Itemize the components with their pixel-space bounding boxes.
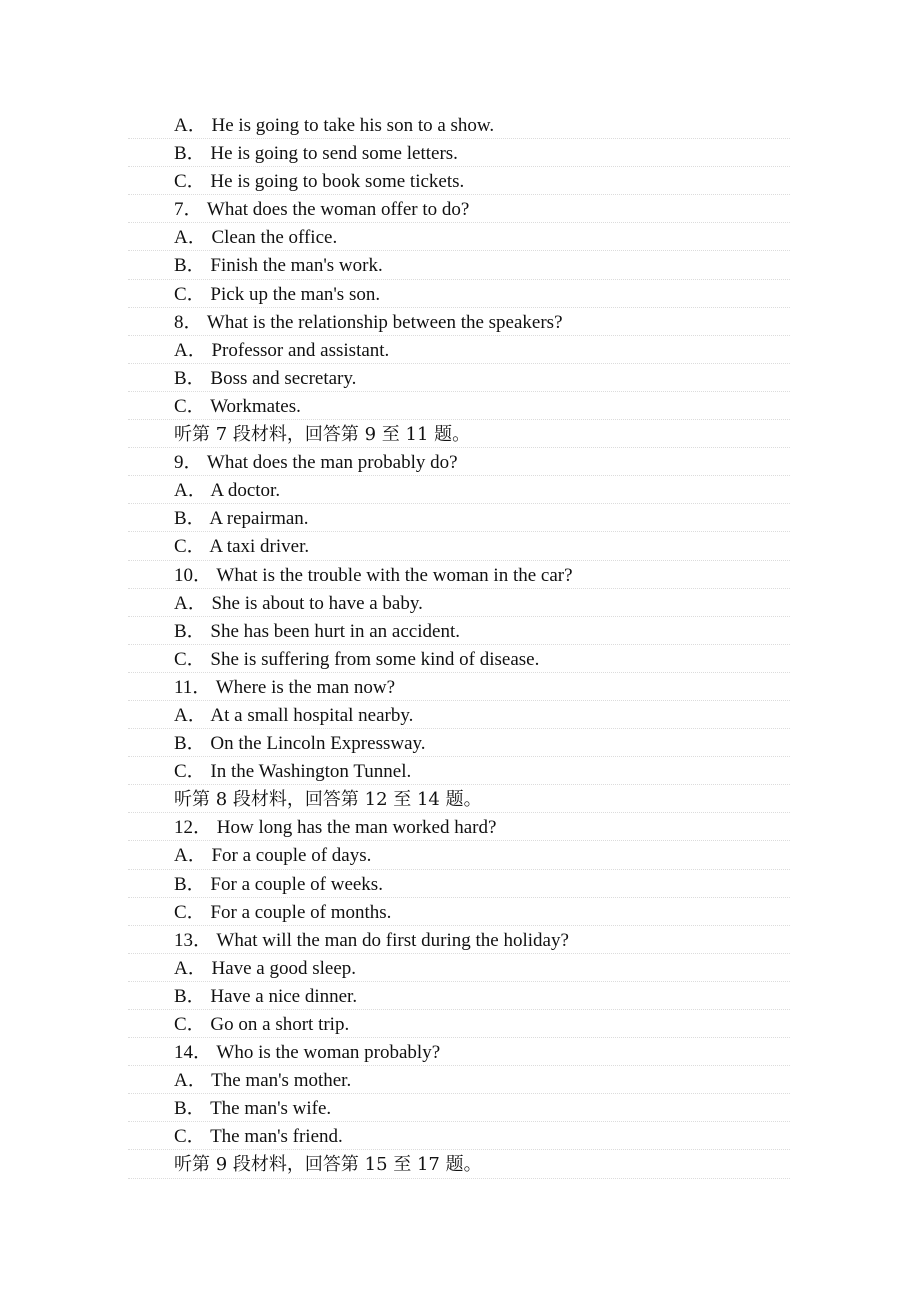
answer-option-row xyxy=(0,1095,920,1123)
question-stem: 8． What is the relationship between the speakers? xyxy=(174,311,563,333)
answer-option-row xyxy=(0,252,920,280)
answer-option-row xyxy=(0,533,920,561)
question-stem-row xyxy=(0,814,920,842)
answer-option-row xyxy=(0,955,920,983)
answer-option-row xyxy=(0,168,920,196)
answer-option: A． Have a good sleep. xyxy=(174,957,357,979)
answer-option-row xyxy=(0,871,920,899)
answer-option-row xyxy=(0,112,920,140)
answer-option: A． The man's mother. xyxy=(174,1070,352,1092)
answer-option: B． A repairman. xyxy=(174,508,309,530)
answer-option: C． For a couple of months. xyxy=(174,901,392,923)
question-stem: 13． What will the man do first during the holiday? xyxy=(174,929,569,951)
answer-option-row xyxy=(0,224,920,252)
answer-option: B． On the Lincoln Expressway. xyxy=(174,733,426,755)
answer-option: A． A doctor. xyxy=(174,480,281,502)
answer-option-row xyxy=(0,702,920,730)
answer-option: A． He is going to take his son to a show. xyxy=(174,115,495,136)
answer-option-row xyxy=(0,758,920,786)
answer-option-row xyxy=(0,337,920,365)
answer-option-row xyxy=(0,505,920,533)
answer-option: C． In the Washington Tunnel. xyxy=(174,761,412,783)
answer-option-row xyxy=(0,730,920,758)
answer-option-row xyxy=(0,1123,920,1151)
question-stem-row xyxy=(0,196,920,224)
answer-option-row xyxy=(0,393,920,421)
answer-option: B． For a couple of weeks. xyxy=(174,873,383,895)
answer-option: A． She is about to have a baby. xyxy=(174,592,423,614)
section-instruction: 听第 8 段材料，回答第 12 至 14 题。 xyxy=(174,789,482,811)
question-stem: 9． What does the man probably do? xyxy=(174,452,458,474)
answer-option: B． The man's wife. xyxy=(174,1098,332,1120)
answer-option-row xyxy=(0,477,920,505)
question-stem-row xyxy=(0,1039,920,1067)
question-stem: 10． What is the trouble with the woman in the car? xyxy=(174,564,573,586)
section-instruction: 听第 9 段材料，回答第 15 至 17 题。 xyxy=(174,1154,482,1176)
answer-option: C． Workmates. xyxy=(174,395,301,417)
answer-option: B． She has been hurt in an accident. xyxy=(174,620,460,642)
section-instruction-row xyxy=(0,421,920,449)
answer-option: B． Boss and secretary. xyxy=(174,367,357,389)
answer-option: C． A taxi driver. xyxy=(174,536,310,558)
question-stem: 14． Who is the woman probably? xyxy=(174,1042,441,1064)
answer-option: B． Finish the man's work. xyxy=(174,255,383,277)
section-instruction: 听第 7 段材料，回答第 9 至 11 题。 xyxy=(174,424,471,446)
answer-option: B． He is going to send some letters. xyxy=(174,143,458,165)
answer-option-row xyxy=(0,1067,920,1095)
answer-option: B． Have a nice dinner. xyxy=(174,985,358,1007)
answer-option: C． She is suffering from some kind of disease. xyxy=(174,648,540,670)
answer-option-row xyxy=(0,842,920,870)
question-stem-row xyxy=(0,674,920,702)
question-stem-row xyxy=(0,927,920,955)
answer-option-row xyxy=(0,140,920,168)
question-stem: 12． How long has the man worked hard? xyxy=(174,817,497,839)
section-instruction-row xyxy=(0,1151,920,1179)
answer-option-row xyxy=(0,281,920,309)
answer-option-row xyxy=(0,618,920,646)
answer-option: A． At a small hospital nearby. xyxy=(174,704,414,726)
answer-option: A． Professor and assistant. xyxy=(174,339,390,361)
answer-option-row xyxy=(0,590,920,618)
answer-option: C． The man's friend. xyxy=(174,1126,343,1148)
question-stem: 11． Where is the man now? xyxy=(174,676,396,698)
answer-option-row xyxy=(0,365,920,393)
section-instruction-row xyxy=(0,786,920,814)
answer-option-row xyxy=(0,899,920,927)
answer-option-row xyxy=(0,646,920,674)
answer-option: A． Clean the office. xyxy=(174,227,338,249)
answer-option-row xyxy=(0,1011,920,1039)
question-stem-row xyxy=(0,449,920,477)
answer-option: C． Pick up the man's son. xyxy=(174,283,381,305)
document-page xyxy=(0,112,920,1180)
answer-option: C． Go on a short trip. xyxy=(174,1014,350,1035)
question-stem-row xyxy=(0,309,920,337)
answer-option-row xyxy=(0,983,920,1011)
answer-option: A． For a couple of days. xyxy=(174,845,372,867)
question-stem-row xyxy=(0,562,920,590)
answer-option: C． He is going to book some tickets. xyxy=(174,171,465,193)
question-stem: 7． What does the woman offer to do? xyxy=(174,199,470,221)
